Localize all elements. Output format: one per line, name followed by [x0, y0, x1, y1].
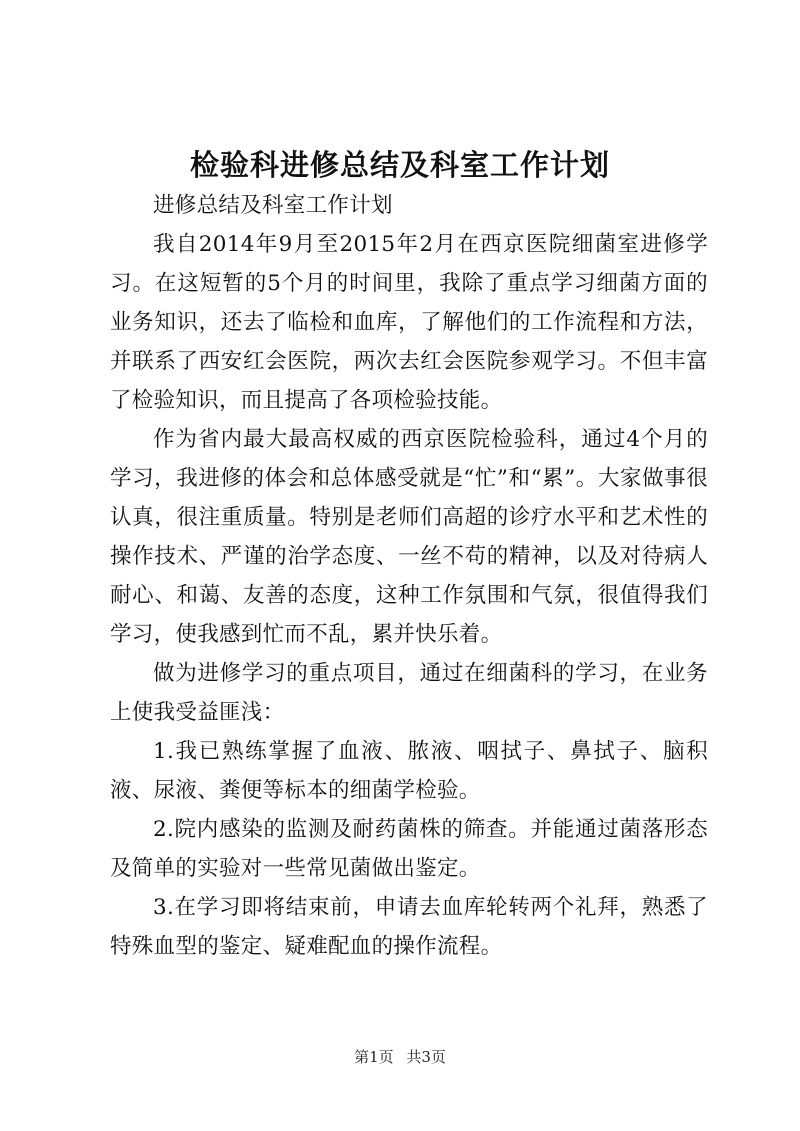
document-title: 检验科进修总结及科室工作计划 [189, 148, 610, 182]
page-number: 第1页 [354, 1048, 394, 1066]
list-item-3: 3.在学习即将结束前，申请去血库轮转两个礼拜，熟悉了特殊血型的鉴定、疑难配血的操作流程。 [110, 895, 708, 959]
paragraph-intro: 我自2014年9月至2015年2月在西京医院细菌室进修学习。在这短暂的5个月的时间里，我除了重点学习细菌方面的业务知识，还去了临检和血库，了解他们的工作流程和方法，并联系了西安红会医院，两次去红会医院参观学习。不但丰富了检验知识，而且提高了各项检验技能。 [110, 232, 708, 413]
document-body [110, 186, 708, 966]
page-footer [0, 1046, 800, 1067]
list-item-2: 2.院内感染的监测及耐药菌株的筛查。并能通过菌落形态及简单的实验对一些常见菌做出鉴定。 [110, 817, 708, 881]
list-item-1: 1.我已熟练掌握了血液、脓液、咽拭子、鼻拭子、脑积液、尿液、粪便等标本的细菌学检验。 [110, 739, 708, 803]
paragraph-subtitle: 进修总结及科室工作计划 [153, 193, 393, 218]
page-total: 共3页 [406, 1048, 446, 1066]
paragraph-experience: 作为省内最大最高权威的西京医院检验科，通过4个月的学习，我进修的体会和总体感受就是“忙”和“累”。大家做事很认真，很注重质量。特别是老师们高超的诊疗水平和艺术性的操作技术、严谨的治学态度、一丝不苟的精神，以及对待病人耐心、和蔼、友善的态度，这种工作氛围和气氛，很值得我们学习，使我感到忙而不乱，累并快乐着。 [110, 427, 708, 647]
paragraph-key-project: 做为进修学习的重点项目，通过在细菌科的学习，在业务上使我受益匪浅： [110, 661, 708, 725]
